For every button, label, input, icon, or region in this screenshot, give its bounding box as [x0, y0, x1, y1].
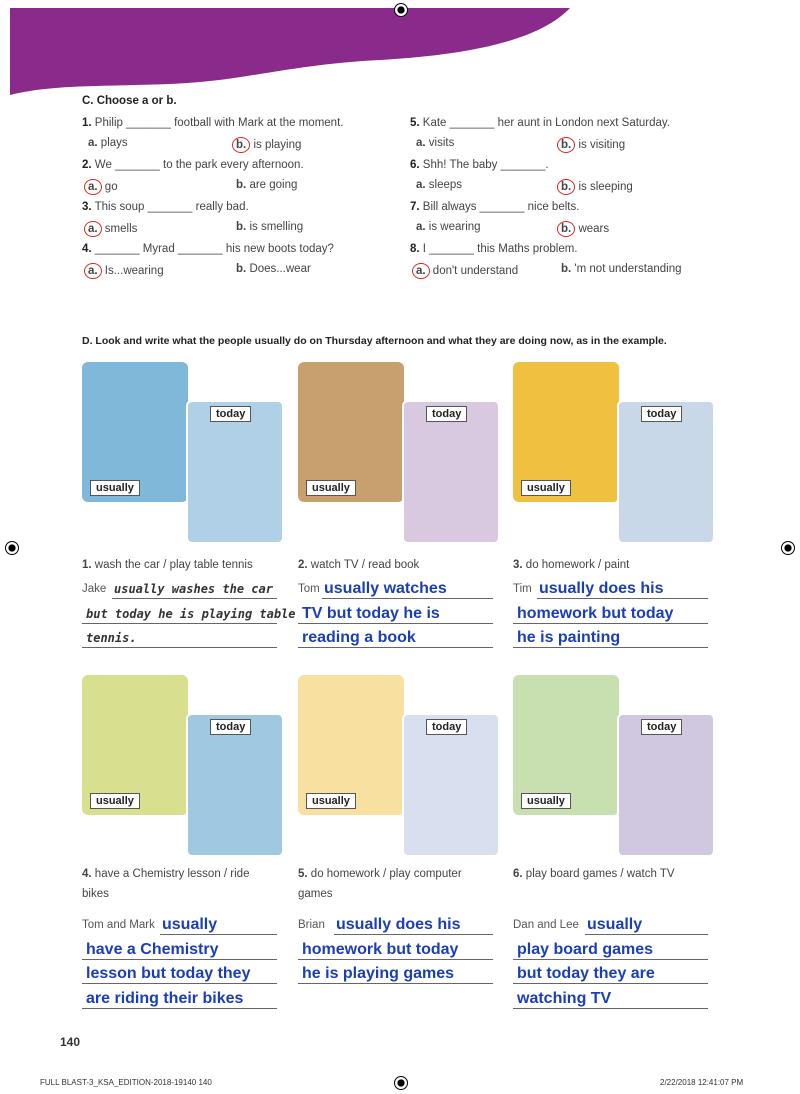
answer-line [298, 623, 493, 624]
answer-line [298, 959, 493, 960]
section-c-title: C. Choose a or b. [82, 95, 177, 107]
answer-line [160, 934, 277, 935]
answer-line [334, 934, 493, 935]
answer-line [585, 934, 708, 935]
question-6: 6. Shh! The baby _______. [410, 159, 549, 171]
option-a[interactable]: a. sleeps [416, 179, 463, 191]
option-b[interactable]: b. 'm not understanding [561, 263, 682, 275]
question-3: 3. This soup _______ really bad. [82, 201, 249, 213]
option-b[interactable]: b. is smelling [236, 221, 304, 233]
handwritten-answer[interactable]: usually [587, 916, 643, 933]
answer-line [513, 959, 708, 960]
handwritten-answer[interactable]: have a Chemistry [86, 940, 219, 958]
option-b[interactable]: b. Does...wear [236, 263, 311, 275]
question-7: 7. Bill always _______ nice belts. [410, 201, 580, 213]
handwritten-answer[interactable]: TV but today he is [302, 604, 440, 622]
task-prompt: 4. have a Chemistry lesson / ride bikes [82, 868, 250, 900]
today-label: today [426, 406, 467, 422]
handwritten-answer[interactable]: he is playing games [302, 965, 455, 982]
footer-right: 2/22/2018 12:41:07 PM [660, 1078, 744, 1087]
task-prompt: 2. watch TV / read book [298, 559, 420, 571]
registration-mark-icon [394, 3, 408, 17]
answer-line [513, 623, 708, 624]
section-d-title: D. Look and write what the people usually do on Thursday afternoon and what they are doing now, as in the example. [82, 335, 667, 347]
answer-line [298, 983, 493, 984]
usually-label: usually [306, 480, 356, 496]
handwritten-answer[interactable]: play board games [517, 940, 654, 958]
handwritten-answer[interactable]: lesson but today they [86, 965, 251, 982]
handwritten-answer[interactable]: are riding their bikes [86, 989, 244, 1007]
registration-mark-icon [781, 541, 795, 555]
usually-label: usually [90, 793, 140, 809]
task-prompt: 6. play board games / watch TV [513, 868, 675, 880]
option-a[interactable]: a. is wearing [416, 221, 481, 233]
usually-label: usually [521, 480, 571, 496]
answer-line [298, 647, 493, 648]
option-b[interactable]: b. is visiting [561, 137, 625, 153]
person-name: Brian [298, 919, 325, 931]
option-b[interactable]: b. is sleeping [561, 179, 633, 195]
handwritten-answer[interactable]: usually does his [336, 916, 461, 933]
page-number: 140 [60, 1035, 81, 1049]
person-name: Jake [82, 583, 107, 595]
answer-line [537, 598, 708, 599]
option-a[interactable]: a. don't understand [416, 263, 518, 279]
task-prompt: 5. do homework / play computer games [298, 868, 462, 900]
answer-line [513, 1008, 708, 1009]
handwritten-answer[interactable]: usually does his [539, 580, 664, 597]
option-a[interactable]: a. Is...wearing [88, 263, 164, 279]
option-b[interactable]: b. wears [561, 221, 609, 237]
handwritten-answer[interactable]: watching TV [517, 989, 612, 1007]
option-a[interactable]: a. smells [88, 221, 137, 237]
option-a[interactable]: a. plays [88, 137, 128, 149]
today-label: today [641, 719, 682, 735]
registration-mark-icon [5, 541, 19, 555]
option-a[interactable]: a. go [88, 179, 118, 195]
question-8: 8. I _______ this Maths problem. [410, 243, 578, 255]
registration-mark-icon [394, 1076, 408, 1090]
answer-line [82, 623, 277, 624]
today-label: today [210, 719, 251, 735]
today-label: today [210, 406, 251, 422]
answer-line [112, 598, 277, 599]
answer-line [82, 647, 277, 648]
answer-line [82, 1008, 277, 1009]
answer-line [322, 598, 493, 599]
handwritten-answer[interactable]: he is painting [517, 629, 621, 646]
handwritten-answer[interactable]: homework but today [302, 940, 459, 958]
person-name: Dan and Lee [513, 919, 579, 931]
answer-line [82, 959, 277, 960]
answer-line [513, 647, 708, 648]
handwritten-answer[interactable]: usually watches [324, 580, 447, 597]
person-name: Tim [513, 583, 532, 595]
question-5: 5. Kate _______ her aunt in London next Saturday. [410, 117, 671, 129]
answer-line [513, 983, 708, 984]
question-1: 1. Philip _______ football with Mark at the moment. [82, 117, 344, 129]
example-answer[interactable]: tennis. [86, 631, 137, 645]
task-prompt: 3. do homework / paint [513, 559, 630, 571]
footer-left: FULL BLAST-3_KSA_EDITION-2018-19140 140 [40, 1078, 212, 1087]
question-4: 4. _______ Myrad _______ his new boots today? [82, 243, 334, 255]
person-name: Tom [298, 583, 320, 595]
today-label: today [426, 719, 467, 735]
usually-label: usually [90, 480, 140, 496]
answer-line [82, 983, 277, 984]
handwritten-answer[interactable]: reading a book [302, 629, 416, 646]
option-a[interactable]: a. visits [416, 137, 455, 149]
example-answer[interactable]: usually washes the car [114, 582, 273, 596]
question-2: 2. We _______ to the park every afternoon. [82, 159, 304, 171]
today-label: today [641, 406, 682, 422]
option-b[interactable]: b. are going [236, 179, 298, 191]
handwritten-answer[interactable]: but today they are [517, 965, 655, 982]
usually-label: usually [306, 793, 356, 809]
example-answer[interactable]: but today he is playing table [86, 606, 296, 621]
handwritten-answer[interactable]: usually [162, 916, 218, 933]
usually-label: usually [521, 793, 571, 809]
task-prompt: 1. wash the car / play table tennis [82, 559, 253, 571]
person-name: Tom and Mark [82, 919, 155, 931]
handwritten-answer[interactable]: homework but today [517, 604, 674, 622]
option-b[interactable]: b. is playing [236, 137, 301, 153]
